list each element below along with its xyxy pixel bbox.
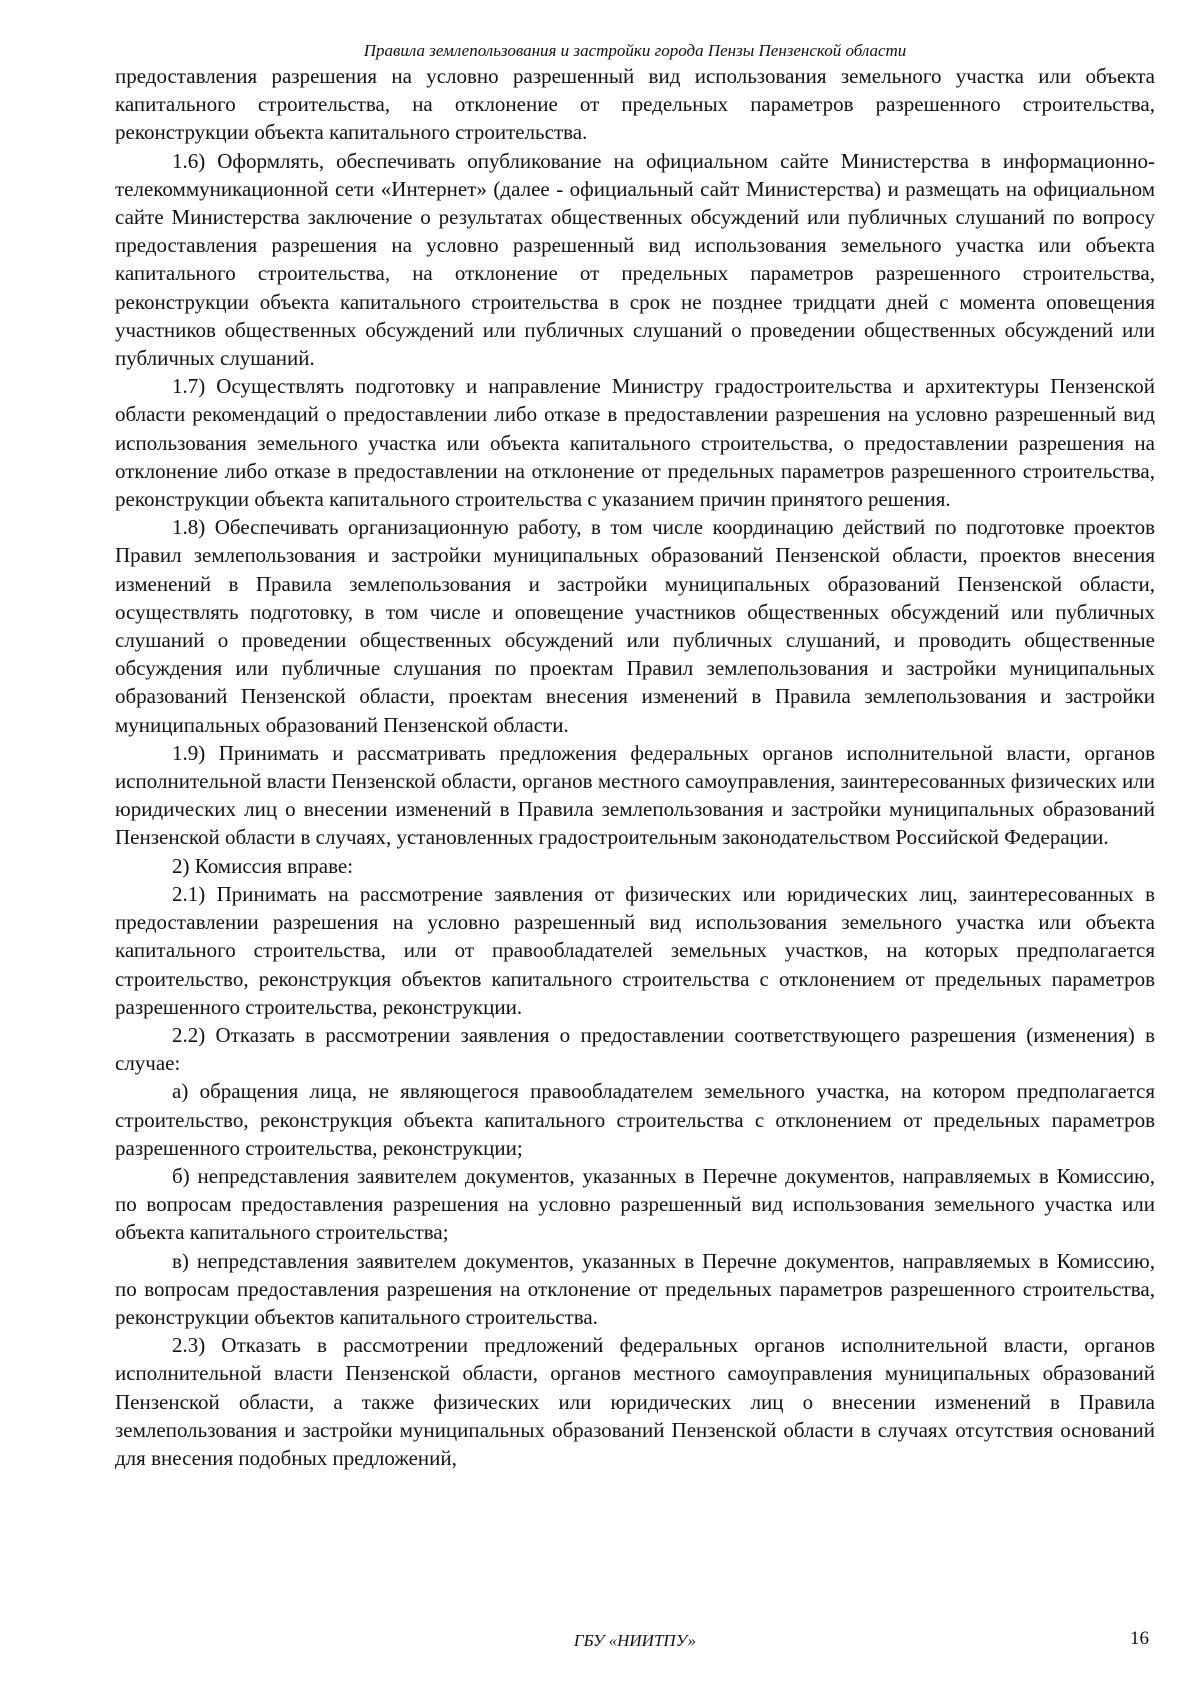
paragraph-1-7: 1.7) Осуществлять подготовку и направление Министру градостроительства и архитектуры Пензенской области рекомендаций о предоставлении либо отказе в предоставлении разрешения на условно разрешенный вид использования земельного участка или объекта капитального строительства, о предоставлении разрешения на отклонение либо отказе в предоставлении на отклонение от предельных параметров разрешенного строительства, реконструкции объекта капитального строительства с указанием причин принятого решения. [115,374,1155,512]
paragraph-continuation: предоставления разрешения на условно разрешенный вид использования земельного участка или объекта капитального строительства, на отклонение от предельных параметров разрешенного строительства, реконструкции объекта капитального строительства. [115,64,1155,145]
paragraph-2-1: 2.1) Принимать на рассмотрение заявления от физических или юридических лиц, заинтересованных в предоставлении разрешения на условно разрешенный вид использования земельного участка или объекта капитального строительства, или от правообладателей земельных участков, на которых предполагается строительство, реконструкция объектов капитального строительства с отклонением от предельных параметров разрешенного строительства, реконструкции. [115,881,1155,1019]
paragraph-1-8: 1.8) Обеспечивать организационную работу, в том числе координацию действий по подготовке проектов Правил землепользования и застройки муниципальных образований Пензенской области, проектов внесения изменений в Правила землепользования и застройки муниципальных образований Пензенской области, осуществлять подготовку, в том числе и оповещение участников общественных обсуждений или публичных слушаний о проведении общественных обсуждений или публичных слушаний, и проводить общественные обсуждения или публичные слушания по проектам Правил землепользования и застройки муниципальных образований Пензенской области, проектам внесения изменений в Правила землепользования и застройки муниципальных образований Пензенской области. [115,515,1155,737]
paragraph-1-6: 1.6) Оформлять, обеспечивать опубликование на официальном сайте Министерства в информационно-телекоммуникационной сети «Интернет» (далее - официальный сайт Министерства) и размещать на официальном сайте Министерства заключение о результатах общественных обсуждений или публичных слушаний по вопросу предоставления разрешения на условно разрешенный вид использования земельного участка или объекта капитального строительства, на отклонение от предельных параметров разрешенного строительства, реконструкции объекта капитального строительства в срок не позднее тридцати дней с момента оповещения участников общественных обсуждений или публичных слушаний о проведении общественных обсуждений или публичных слушаний. [115,148,1155,371]
running-header: Правила землепользования и застройки города Пензы Пензенской области [363,41,907,60]
paragraph-1-9: 1.9) Принимать и рассматривать предложения федеральных органов исполнительной власти, органов исполнительной власти Пензенской области, органов местного самоуправления, заинтересованных физических или юридических лиц о внесении изменений в Правила землепользования и застройки муниципальных образований Пензенской области в случаях, установленных градостроительным законодательством Российской Федерации. [115,740,1155,850]
running-footer: ГБУ «НИИТПУ» [573,1631,697,1650]
paragraph-2-2-b: б) непредставления заявителем документов, указанных в Перечне документов, направляемых в Комиссию, по вопросам предоставления разрешения на условно разрешенный вид использования земельного участка или объекта капитального строительства; [115,1163,1155,1245]
page-number: 16 [1130,1628,1149,1649]
paragraph-2-2-a: а) обращения лица, не являющегося правообладателем земельного участка, на котором предполагается строительство, реконструкция объекта капитального строительства с отклонением от предельных параметров разрешенного строительства, реконструкции; [115,1079,1155,1160]
paragraph-2-2: 2.2) Отказать в рассмотрении заявления о предоставлении соответствующего разрешения (изменения) в случае: [115,1022,1155,1076]
paragraph-2-2-v: в) непредставления заявителем документов, указанных в Перечне документов, направляемых в Комиссию, по вопросам предоставления разрешения на отклонение от предельных параметров разрешенного строительства, реконструкции объектов капитального строительства. [115,1248,1155,1329]
paragraph-2: 2) Комиссия вправе: [172,853,354,878]
paragraph-2-3: 2.3) Отказать в рассмотрении предложений федеральных органов исполнительной власти, органов исполнительной власти Пензенской области, органов местного самоуправления муниципальных образований Пензенской области, а также физических или юридических лиц о внесении изменений в Правила землепользования и застройки муниципальных образований Пензенской области в случаях отсутствия оснований для внесения подобных предложений, [115,1333,1155,1470]
document-body [115,62,1155,1472]
